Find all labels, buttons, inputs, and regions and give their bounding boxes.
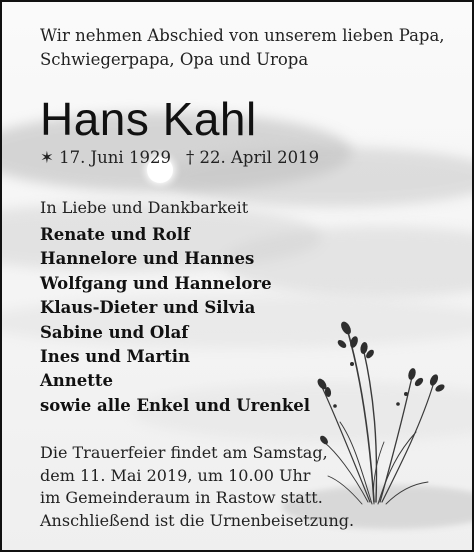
family-member: sowie alle Enkel und Urenkel: [40, 395, 311, 415]
family-member: Ines und Martin: [40, 347, 191, 367]
service-line: dem 11. Mai 2019, um 10.00 Uhr: [40, 465, 311, 485]
service-info: [40, 442, 354, 532]
family-member: Sabine und Olaf: [40, 322, 189, 342]
family-member: Klaus-Dieter und Silvia: [40, 298, 256, 318]
service-line: Anschließend ist die Urnenbeisetzung.: [40, 510, 355, 530]
thanks-line: In Liebe und Dankbarkeit: [40, 198, 249, 217]
service-line: Die Trauerfeier findet am Samstag,: [40, 443, 328, 462]
family-member: Wolfgang und Hannelore: [40, 273, 272, 293]
death-date: † 22. April 2019: [186, 148, 320, 167]
family-member: Hannelore und Hannes: [40, 249, 255, 269]
intro-line: Schwiegerpapa, Opa und Uropa: [40, 50, 309, 69]
deceased-name: Hans Kahl: [40, 93, 257, 145]
intro-line: Wir nehmen Abschied von unserem lieben Papa,: [40, 26, 445, 45]
family-member: Renate und Rolf: [40, 225, 191, 244]
life-dates: [40, 147, 319, 169]
intro-text: [40, 24, 445, 72]
birth-date: ✶ 17. Juni 1929: [40, 148, 171, 167]
service-line: im Gemeinderaum in Rastow statt.: [40, 488, 323, 507]
family-member: Annette: [40, 371, 114, 391]
family-list: [40, 223, 310, 418]
